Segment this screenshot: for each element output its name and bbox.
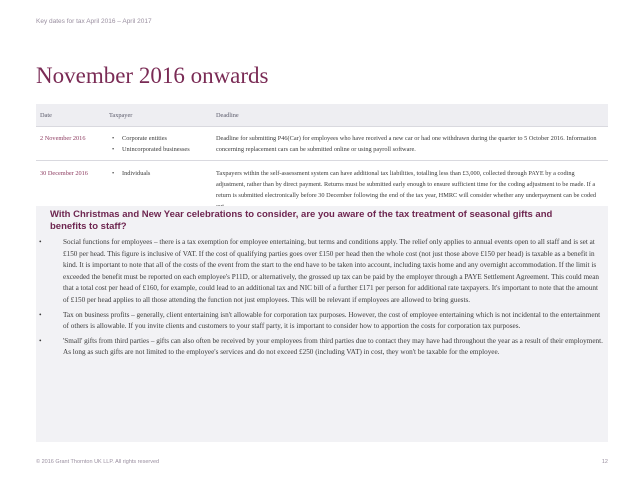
callout-bullet: • 'Small' gifts from third parties – gifts can also often be received by your employees from third parties due to contact they may have had throughout the year as a result of their employment. As long as such gifts are not limited to the employee's services and do not exceed £250 (including VAT) in cost, they won't be taxable for the employee. (36, 336, 604, 359)
key-dates-table (36, 104, 608, 212)
callout-bullet-list (36, 237, 604, 362)
row-date: 2 November 2016 (40, 135, 86, 142)
footer-copyright: © 2016 Grant Thornton UK LLP. All rights reserved (36, 459, 160, 465)
taxpayer-list (109, 133, 216, 155)
table-header (36, 104, 608, 126)
column-header-date: Date (40, 111, 52, 119)
page-title: November 2016 onwards (36, 63, 269, 88)
row-deadline: Deadline for submitting P46(Car) for employees who have received a new car or had one withdrawn during the quarter to 5 October 2016. Information concerning replacement cars can be submitted online or using payroll software. (216, 135, 597, 153)
table-row (36, 160, 608, 212)
header-label: Key dates for tax April 2016 – April 2017 (36, 18, 152, 25)
callout-bullet: • Social functions for employees – there is a tax exemption for employee entertaining, but terms and conditions apply. The relief only applies to annual events open to all staff and is set at £150 per head. This figure is inclusive of VAT. If the cost of qualifying parties goes over £150 per head then the whole cost (not just those above £150 per head) is taxable as a benefit in kind. It is important to note that all of the costs of the event from the start to the end have to be taken into account, including taxis home and any overnight accommodation. If the limit is exceeded the benefit must be reported on each employee's P11D, or alternatively, the grossed up tax can be paid by the employer through a PAYE Settlement Agreement. This could mean that a total cost per head of £160, for example, could lead to an additional tax and NIC bill of a further £171 per person for additional rate taxpayers. It's important to note that the amount of £150 per head applies to all those attending the function not just employees. This will be relevant if employees are allowed to bring guests. (36, 237, 604, 307)
taxpayer-item: • Corporate entities (109, 133, 216, 144)
taxpayer-item: • Unincorporated businesses (109, 144, 216, 155)
callout-bullet: • Tax on business profits – generally, client entertaining isn't allowable for corporation tax purposes. However, the cost of employee entertaining which is not incidental to the entertainment of others is allowable. If you invite clients and customers to your staff party, it is important to consider how to apportion the costs for corporation tax purposes. (36, 310, 604, 333)
row-deadline: Taxpayers within the self-assessment system can have additional tax liabilities, totalling less than £3,000, collected through PAYE by a coding adjustment, rather than by direct payment. Returns must be submitted early enough to ensure sufficient time for the coding adjustment to be made. If a return is submitted electronically before 30 December following the end of the tax year, HMRC will consider whether any underpayment can be coded (216, 170, 597, 199)
row-date: 30 December 2016 (40, 170, 88, 177)
column-header-deadline: Deadline (216, 111, 239, 119)
column-header-taxpayer: Taxpayer (109, 111, 133, 119)
page-number: 12 (601, 459, 608, 465)
taxpayer-item: • Individuals (109, 168, 216, 179)
seasonal-gifts-callout (36, 206, 608, 442)
callout-question: With Christmas and New Year celebrations to consider, are you aware of the tax treatment of seasonal gifts and benefits to staff? (50, 209, 553, 232)
taxpayer-list (109, 168, 216, 179)
table-row (36, 126, 608, 160)
